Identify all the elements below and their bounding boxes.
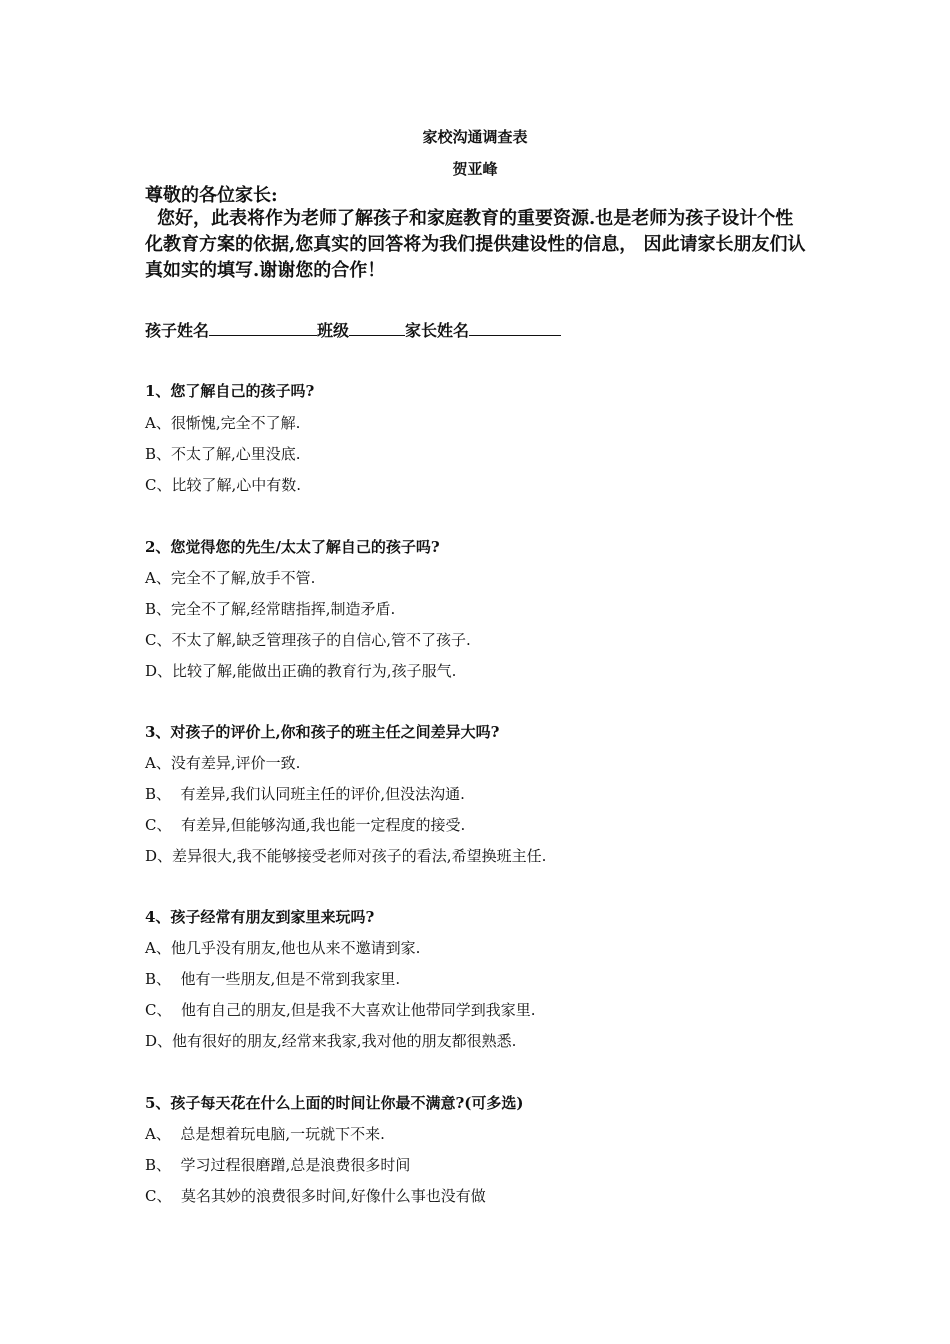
question-5-option-b: B、 学习过程很磨蹭,总是浪费很多时间 — [145, 1156, 411, 1174]
question-2-option-d: D、比较了解,能做出正确的教育行为,孩子服气. — [145, 662, 457, 680]
question-4-option-a: A、他几乎没有朋友,他也从来不邀请到家. — [145, 939, 421, 957]
class-blank[interactable] — [349, 318, 405, 336]
question-3: 3、对孩子的评价上,你和孩子的班主任之间差异大吗? — [145, 723, 500, 741]
question-1-option-b: B、不太了解,心里没底. — [145, 445, 301, 463]
question-4-option-d: D、他有很好的朋友,经常来我家,我对他的朋友都很熟悉. — [145, 1032, 517, 1050]
question-3-option-c: C、 有差异,但能够沟通,我也能一定程度的接受. — [145, 816, 466, 834]
question-5: 5、孩子每天花在什么上面的时间让你最不满意?(可多选) — [145, 1094, 524, 1112]
question-1-option-a: A、很惭愧,完全不了解. — [145, 414, 301, 432]
child-name-label: 孩子姓名 — [145, 321, 210, 340]
question-3-option-d: D、差异很大,我不能够接受老师对孩子的看法,希望换班主任. — [145, 847, 547, 865]
info-form-line — [145, 318, 561, 341]
document-author: 贺亚峰 — [452, 160, 498, 178]
question-4-option-b: B、 他有一些朋友,但是不常到我家里. — [145, 970, 401, 988]
class-label: 班级 — [317, 321, 350, 340]
question-5-option-a: A、 总是想着玩电脑,一玩就下不来. — [145, 1125, 385, 1143]
question-5-option-c: C、 莫名其妙的浪费很多时间,好像什么事也没有做 — [145, 1187, 486, 1205]
question-3-option-b: B、 有差异,我们认同班主任的评价,但没法沟通. — [145, 785, 465, 803]
question-2-option-a: A、完全不了解,放手不管. — [145, 569, 316, 587]
question-1: 1、您了解自己的孩子吗? — [145, 382, 315, 400]
child-name-blank[interactable] — [209, 318, 317, 336]
question-4: 4、孩子经常有朋友到家里来玩吗? — [145, 908, 375, 926]
question-3-option-a: A、没有差异,评价一致. — [145, 754, 301, 772]
intro-paragraph: 您好，此表将作为老师了解孩子和家庭教育的重要资源.也是老师为孩子设计个性化教育方案的依据,您真实的回答将为我们提供建设性的信息， 因此请家长朋友们认真如实的填写.谢谢您的合作！ — [145, 208, 806, 281]
question-2-option-c: C、不太了解,缺乏管理孩子的自信心,管不了孩子. — [145, 631, 471, 649]
question-1-option-c: C、比较了解,心中有数. — [145, 476, 302, 494]
parent-name-blank[interactable] — [469, 318, 561, 336]
question-2: 2、您觉得您的先生/太太了解自己的孩子吗? — [145, 538, 440, 556]
document-title: 家校沟通调查表 — [422, 128, 528, 146]
parent-name-label: 家长姓名 — [405, 321, 470, 340]
question-4-option-c: C、 他有自己的朋友,但是我不大喜欢让他带同学到我家里. — [145, 1001, 536, 1019]
question-2-option-b: B、完全不了解,经常瞎指挥,制造矛盾. — [145, 600, 396, 618]
greeting: 尊敬的各位家长: — [145, 185, 278, 206]
